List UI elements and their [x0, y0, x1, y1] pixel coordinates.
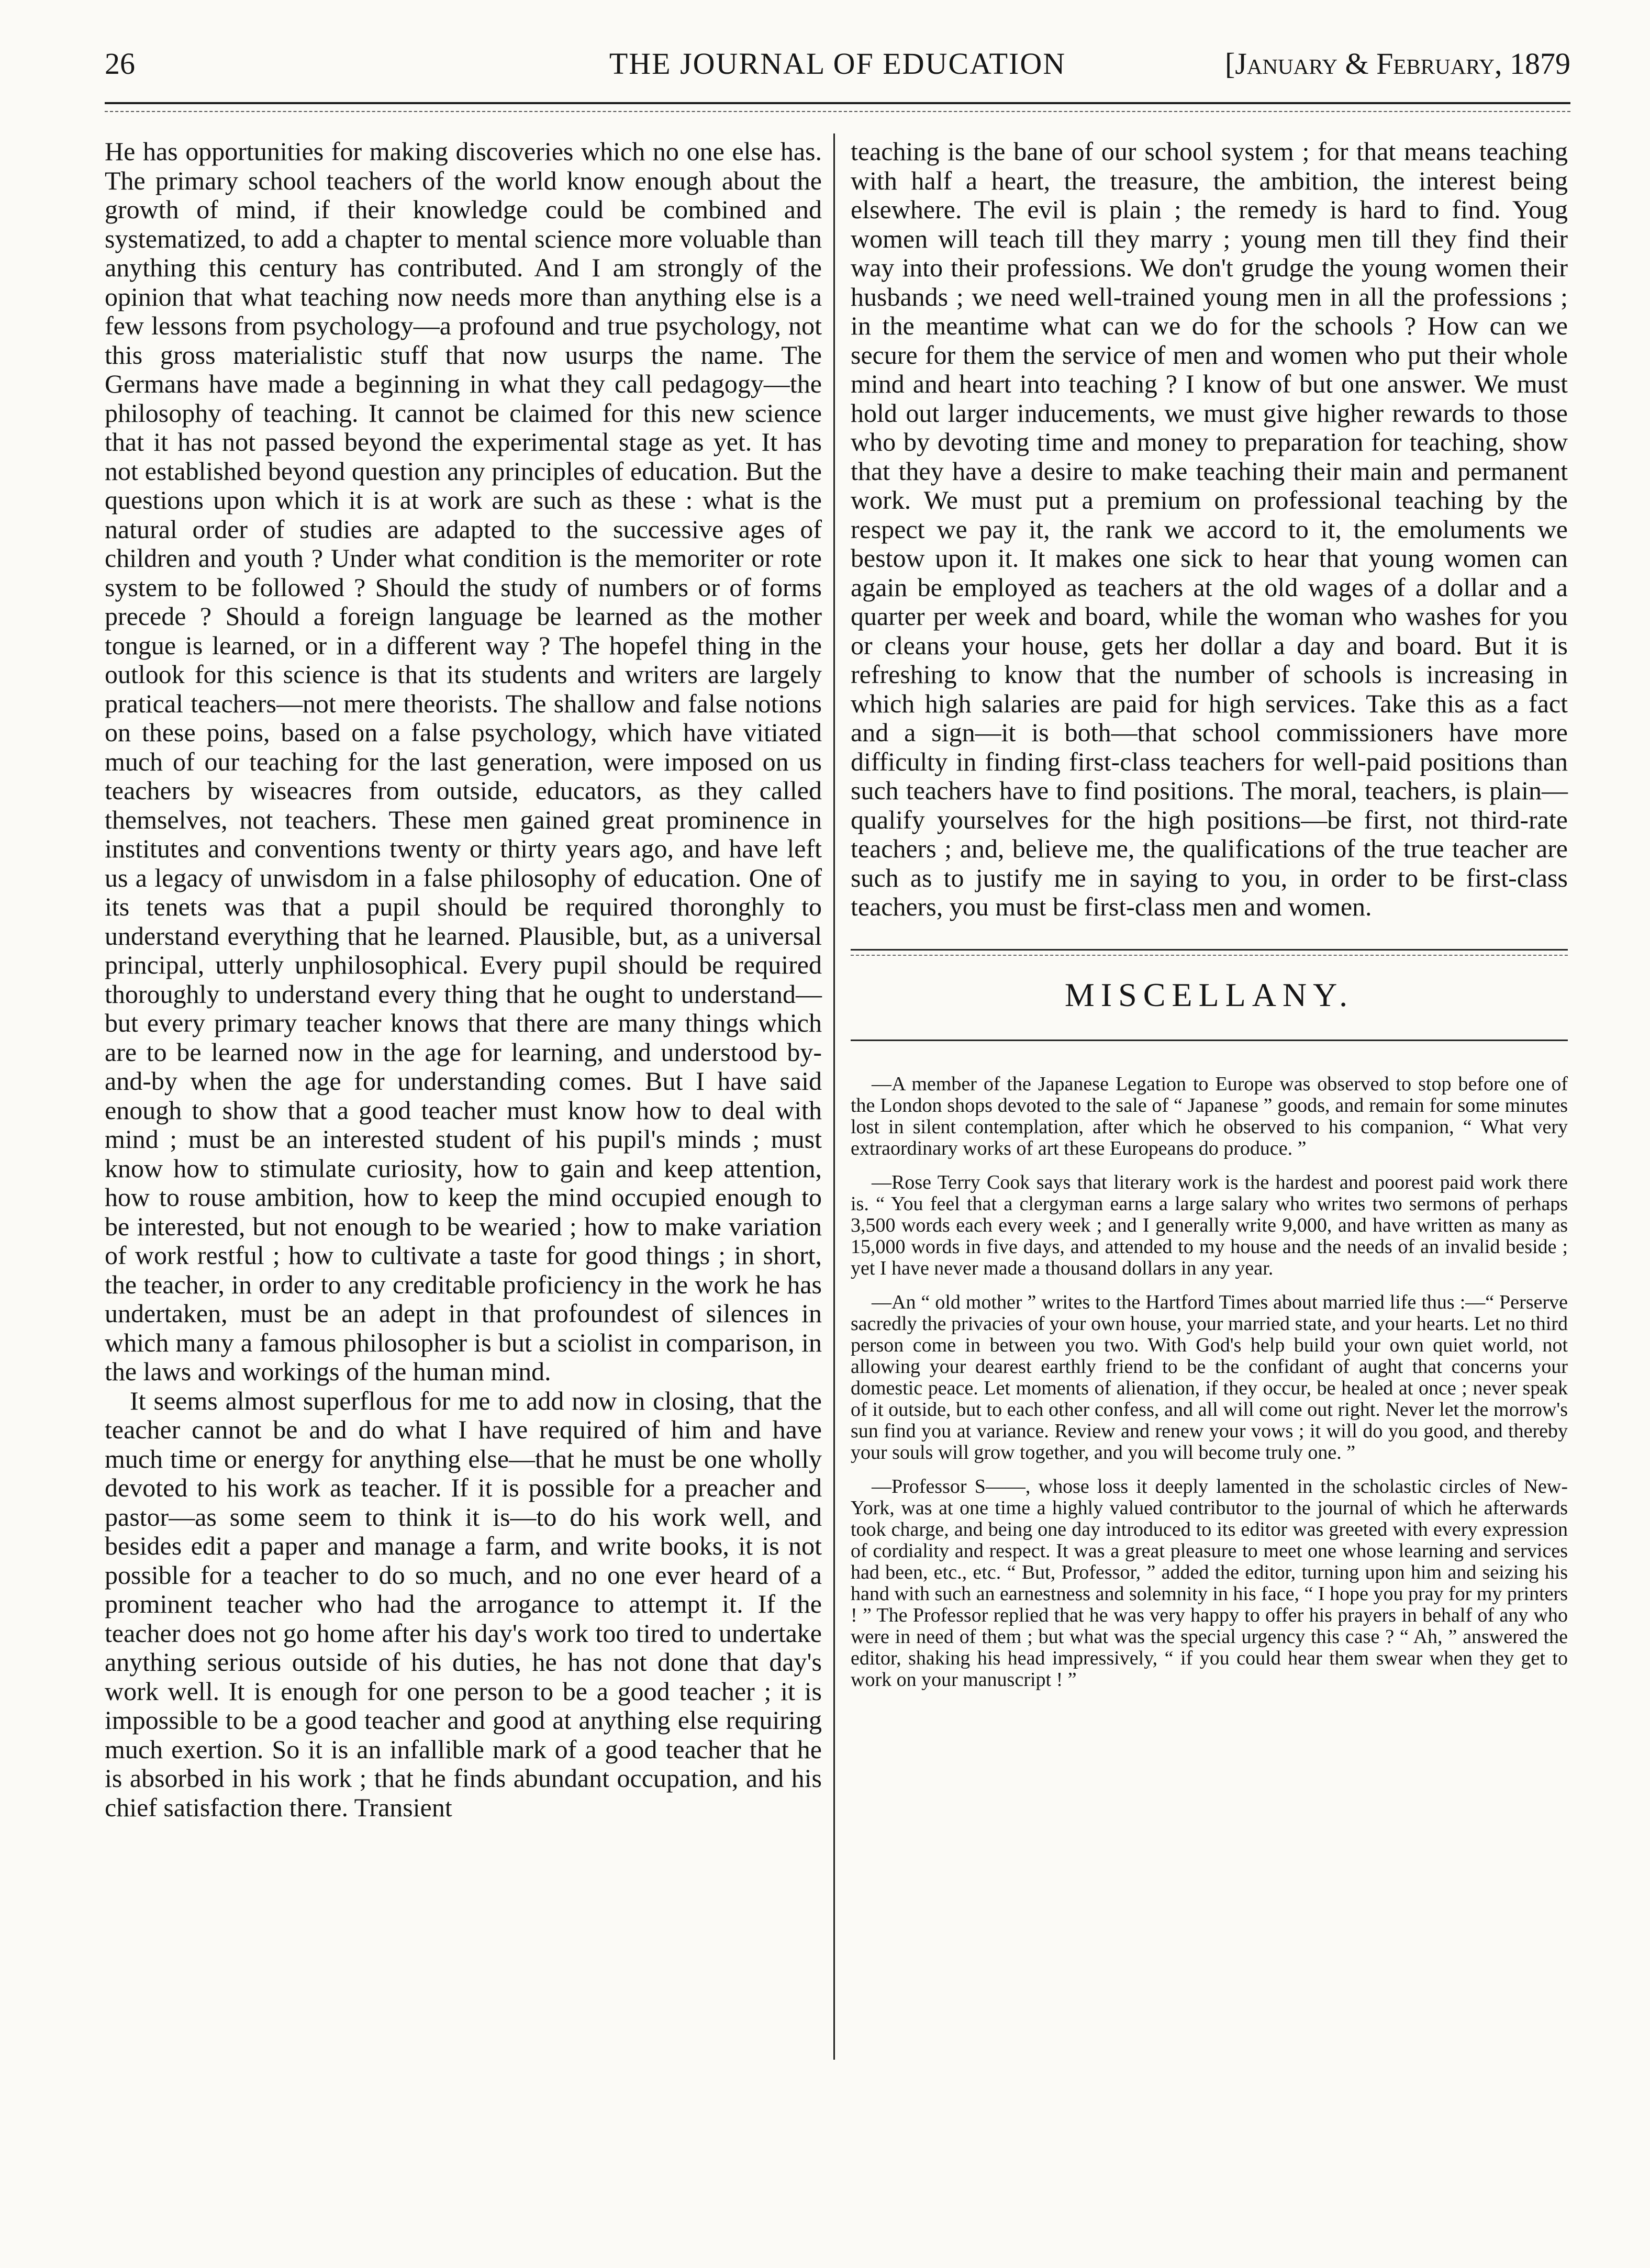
- body-paragraph: teaching is the bane of our school system ; for that means teaching with half a heart, the treasure, the ambition, the interest being elsewhere. The evil is plain ; the remedy is hard to find. Youg women will teach till they marry ; young men till they find their way into their professions. We don't grudge the young women their husbands ; we need well-trained young men in all the professions ; in the meantime what can we do for the schools ? How can we secure for them the service of men and women who put their whole mind and heart into teaching ? I know of but one answer. We must hold out larger inducements, we must give higher rewards to those who by devoting time and money to preparation for teaching, show that they have a desire to make teaching their main and permanent work. We must put a premium on professional teaching by the respect we pay it, the rank we accord to it, the emoluments we bestow upon it. It makes one sick to hear that young women can again be employed as teachers at the old wages of a dollar and a quarter per week and board, while the woman who washes for you or cleans your house, gets her dollar a day and board. But it is refreshing to know that the number of schools is increasing in which high salaries are paid for high services. Take this as a fact and a sign—it is both—that school commissioners have more difficulty in finding first-class teachers for well-paid positions than such teachers have to find positions. The moral, teachers, is plain—qualify yourselves for the high positions—be first, not third-rate teachers ; and, believe me, the qualifications of the true teacher are such as to justify me in saying to you, in order to be first-class teachers, you must be first-class men and women.: [851, 137, 1568, 921]
- running-head: [105, 46, 1570, 88]
- miscellany-item: —A member of the Japanese Legation to Europe was observed to stop before one of the London shops devoted to the sale of “ Japanese ” goods, and remain for some minutes lost in silent contemplation, after which he observed to his companion, “ What very extraordinary works of art these Europeans do produce. ”: [851, 1072, 1568, 1159]
- miscellany-item: —Rose Terry Cook says that literary work is the hardest and poorest paid work there is. “ You feel that a clergyman earns a large salary who writes two sermons of perhaps 3,500 words each every week ; and I generally write 9,000, and have written as many as 15,000 words in five days, and attended to my house and the needs of an invalid beside ; yet I have never made a thousand dollars in any year.: [851, 1171, 1568, 1279]
- section-separator: [851, 949, 1568, 951]
- section-title-rule: [851, 1040, 1568, 1041]
- column-divider: [833, 133, 835, 2060]
- header-rule: [105, 102, 1570, 104]
- right-column: [851, 137, 1568, 1703]
- section-title: MISCELLANY.: [1064, 976, 1354, 1013]
- header-rule-dashed: [105, 111, 1570, 112]
- miscellany-item: —An “ old mother ” writes to the Hartford Times about married life thus :—“ Perserve sacredly the privacies of your own house, your married state, and your hearts. Let no third person come in between you two. With God's help build your own quiet world, not allowing your dearest earthly friend to be the confidant of aught that concerns your domestic peace. Let moments of alienation, if they occur, be healed at once ; never speak of it outside, but to each other confess, and all will come out right. Never let the morrow's sun find you at variance. Review and renew your vows ; it will do you good, and thereby your souls will grow together, and you will become truly one. ”: [851, 1291, 1568, 1463]
- left-column: [105, 137, 822, 1822]
- miscellany-list: [851, 1074, 1568, 1691]
- miscellany-item: —Professor S——, whose loss it deeply lamented in the scholastic circles of New-York, was at one time a highly valued contributor to the journal of which he afterwards took charge, and being one day introduced to its editor was greeted with every expression of cordiality and respect. It was a great pleasure to meet one whose learning and services had been, etc., etc. “ But, Professor, ” added the editor, turning upon him and seizing his hand with such an earnestness and solemnity in his face, “ I hope you pray for my printers ! ” The Professor replied that he was very happy to offer his prayers in behalf of any who were in need of them ; but what was the special urgency this case ? “ Ah, ” answered the editor, shaking his head impressively, “ if you could hear them swear when they get to work on your manuscript ! ”: [851, 1475, 1568, 1691]
- body-paragraph: It seems almost superflous for me to add now in closing, that the teacher cannot be and do what I have required of him and have much time or energy for anything else—that he must be one wholly devoted to his work as teacher. If it is possible for a preacher and pastor—as some seem to think it is—to do his work well, and besides edit a paper and manage a farm, and write books, it is not possible for a teacher to do so much, and no one ever heard of a prominent teacher who had the arrogance to attempt it. If the teacher does not go home after his day's work too tired to undertake anything serious outside of his duties, he has not done that day's work well. It is enough for one person to be a good teacher ; it is impossible to be a good teacher and good at anything else requiring much exertion. So it is an infallible mark of a good teacher that he is absorbed in his work ; that he finds abundant occupation, and his chief satisfaction there. Transient: [105, 1386, 822, 1822]
- page-number: 26: [105, 47, 135, 81]
- section-separator-dashed: [851, 955, 1568, 956]
- body-paragraph: He has opportunities for making discoveries which no one else has. The primary school teachers of the world know enough about the growth of mind, if their knowledge could be combined and systematized, to add a chapter to mental science more voluable than anything this century has contributed. And I am strongly of the opinion that what teaching now needs more than anything else is a few lessons from psychology—a profound and true psychology, not this gross materialistic stuff that now usurps the name. The Germans have made a beginning in what they call pedagogy—the philosophy of teaching. It cannot be claimed for this new science that it has not passed beyond the experimental stage as yet. It has not established beyond question any principles of education. But the questions upon which it is at work are such as these : what is the natural order of studies are adapted to the successive ages of children and youth ? Under what condition is the memoriter or rote system to be followed ? Should the study of numbers or of forms precede ? Should a foreign language be learned as the mother tongue is learned, or in a different way ? The hopefel thing in the outlook for this science is that its students and writers are largely pratical teachers—not mere theorists. The shallow and false notions on these poins, based on a false psychology, which have vitiated much of our teaching for the last generation, were imposed on us teachers by wiseacres from outside, educators, as they called themselves, not teachers. These men gained great prominence in institutes and conventions twenty or thirty years ago, and have left us a legacy of unwisdom in a false philosophy of education. One of its tenets was that a pupil should be required thoronghly to understand everything that he learned. Plausible, but, as a universal principal, utterly unphilosophical. Every pupil should be required thoroughly to understand every thing that he ought to understand—but every primary teacher knows that there are many things which are to be learned now in the age for learning, and understood by-and-by when the age for understanding comes. But I have said enough to show that a good teacher must know how to deal with mind ; must be an interested student of his pupil's minds ; must know how to stimulate curiosity, how to gain and keep attention, how to rouse ambition, how to keep the mind occupied enough to be interested, but not enough to be wearied ; how to make variation of work restful ; how to cultivate a taste for good things ; in short, the teacher, in order to any creditable proficiency in the work he has undertaken, must be an adept in that profoundest of silences in which many a famous philosopher is but a sciolist in comparison, in the laws and workings of the human mind.: [105, 137, 822, 1386]
- journal-title: THE JOURNAL OF EDUCATION: [609, 47, 1066, 81]
- issue-date: [January & February, 1879: [1224, 47, 1570, 81]
